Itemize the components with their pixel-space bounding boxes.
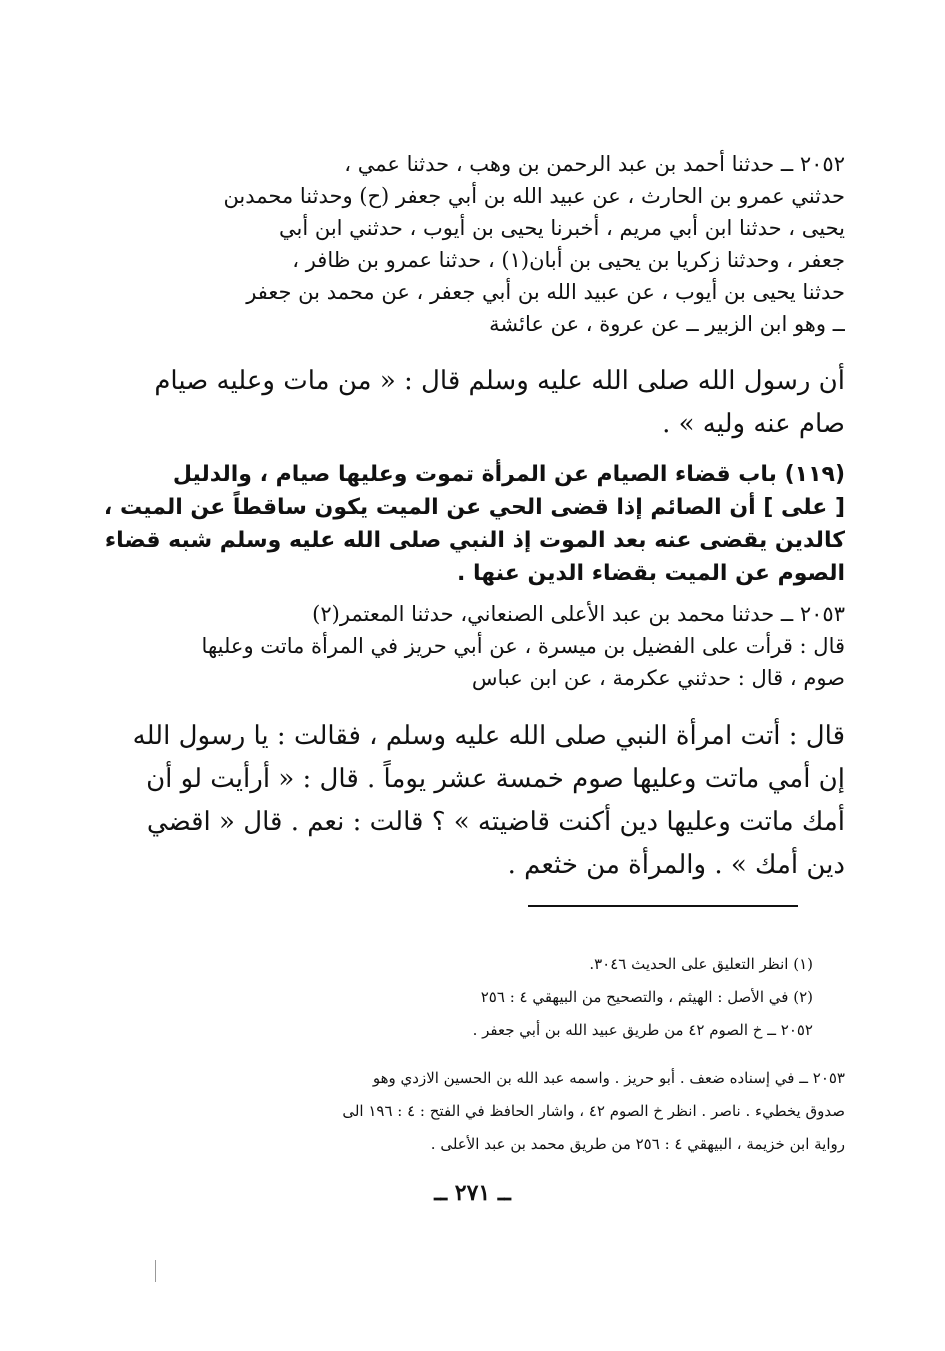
hadith-2052-matn bbox=[100, 360, 845, 446]
text-line: ٢٠٥٣ ــ حدثنا محمد بن عبد الأعلى الصنعاني، حدثنا المعتمر(٢) bbox=[312, 602, 845, 626]
text-line: ٢٠٥٢ ــ حدثنا أحمد بن عبد الرحمن بن وهب ، حدثنا عمي ، bbox=[344, 152, 845, 176]
heading-line: الصوم عن الميت بقضاء الدين عنها . bbox=[457, 561, 845, 586]
text-line: جعفر ، وحدثنا زكريا بن يحيى بن أبان(١) ، حدثنا عمرو بن ظافر ، bbox=[292, 248, 845, 272]
text-line: أمك ماتت وعليها دين أكنت قاضيته » ؟ قالت : نعم . قال « اقضي bbox=[146, 807, 845, 837]
text-line: دين أمك » . والمرأة من خثعم . bbox=[507, 850, 845, 880]
footnote-divider bbox=[528, 905, 798, 907]
text-line: قال : قرأت على الفضيل بن ميسرة ، عن أبي حريز في المرأة ماتت وعليها bbox=[201, 634, 845, 658]
scan-speck bbox=[155, 1260, 156, 1282]
text-line: حدثنا يحيى بن أيوب ، عن عبيد الله بن أبي جعفر ، عن محمد بن جعفر bbox=[246, 280, 845, 304]
footnote-2053 bbox=[100, 1062, 845, 1161]
hadith-2053-sanad bbox=[100, 598, 845, 694]
heading-line: [ على ] أن الصائم إذا قضى الحي عن الميت يكون ساقطاً عن الميت ، bbox=[103, 495, 845, 520]
footnotes bbox=[100, 948, 813, 1047]
hadith-2052-sanad bbox=[100, 148, 845, 340]
footnote-line: صدوق يخطيء . ناصر . انظر خ الصوم ٤٢ ، واشار الحافظ في الفتح : ٤ : ١٩٦ الى bbox=[342, 1102, 845, 1120]
hadith-2053-matn bbox=[100, 715, 845, 887]
footnote-line: ٢٠٥٣ ــ في إسناده ضعف . أبو حريز . واسمه عبد الله بن الحسين الازدي وهو bbox=[372, 1069, 845, 1087]
page-number: ــ ٢٧١ ــ bbox=[434, 1180, 511, 1206]
text-line: حدثني عمرو بن الحارث ، عن عبيد الله بن أبي جعفر (ح) وحدثنا محمدبن bbox=[223, 184, 845, 208]
text-line: صام عنه وليه » . bbox=[662, 409, 845, 439]
footnote-line: رواية ابن خزيمة ، البيهقي ٤ : ٢٥٦ من طريق محمد بن عبد الأعلى . bbox=[430, 1135, 845, 1153]
chapter-heading bbox=[100, 458, 845, 590]
text-line: أن رسول الله صلى الله عليه وسلم قال : « من مات وعليه صيام bbox=[154, 366, 845, 396]
text-line: إن أمي ماتت وعليها صوم خمسة عشر يوماً . قال : « أرأيت لو أن bbox=[146, 764, 845, 794]
footnote-line: (١) انظر التعليق على الحديث ٣٠٤٦. bbox=[589, 955, 813, 973]
text-line: يحيى ، حدثنا ابن أبي مريم ، أخبرنا يحيى بن أيوب ، حدثني ابن أبي bbox=[278, 216, 845, 240]
heading-line: (١١٩) باب قضاء الصيام عن المرأة تموت وعليها صيام ، والدليل bbox=[172, 462, 845, 487]
footnote-line: ٢٠٥٢ ــ خ الصوم ٤٢ من طريق عبيد الله بن أبي جعفر . bbox=[472, 1021, 813, 1039]
text-line: ــ وهو ابن الزبير ــ عن عروة ، عن عائشة bbox=[489, 312, 845, 336]
heading-line: كالدين يقضى عنه بعد الموت إذ النبي صلى الله عليه وسلم شبه قضاء bbox=[104, 528, 845, 553]
text-line: قال : أتت امرأة النبي صلى الله عليه وسلم ، فقالت : يا رسول الله bbox=[132, 721, 845, 751]
footnote-line: (٢) في الأصل : الهيثم ، والتصحيح من البيهقي ٤ : ٢٥٦ bbox=[480, 988, 813, 1006]
text-line: صوم ، قال : حدثني عكرمة ، عن ابن عباس bbox=[471, 666, 845, 690]
